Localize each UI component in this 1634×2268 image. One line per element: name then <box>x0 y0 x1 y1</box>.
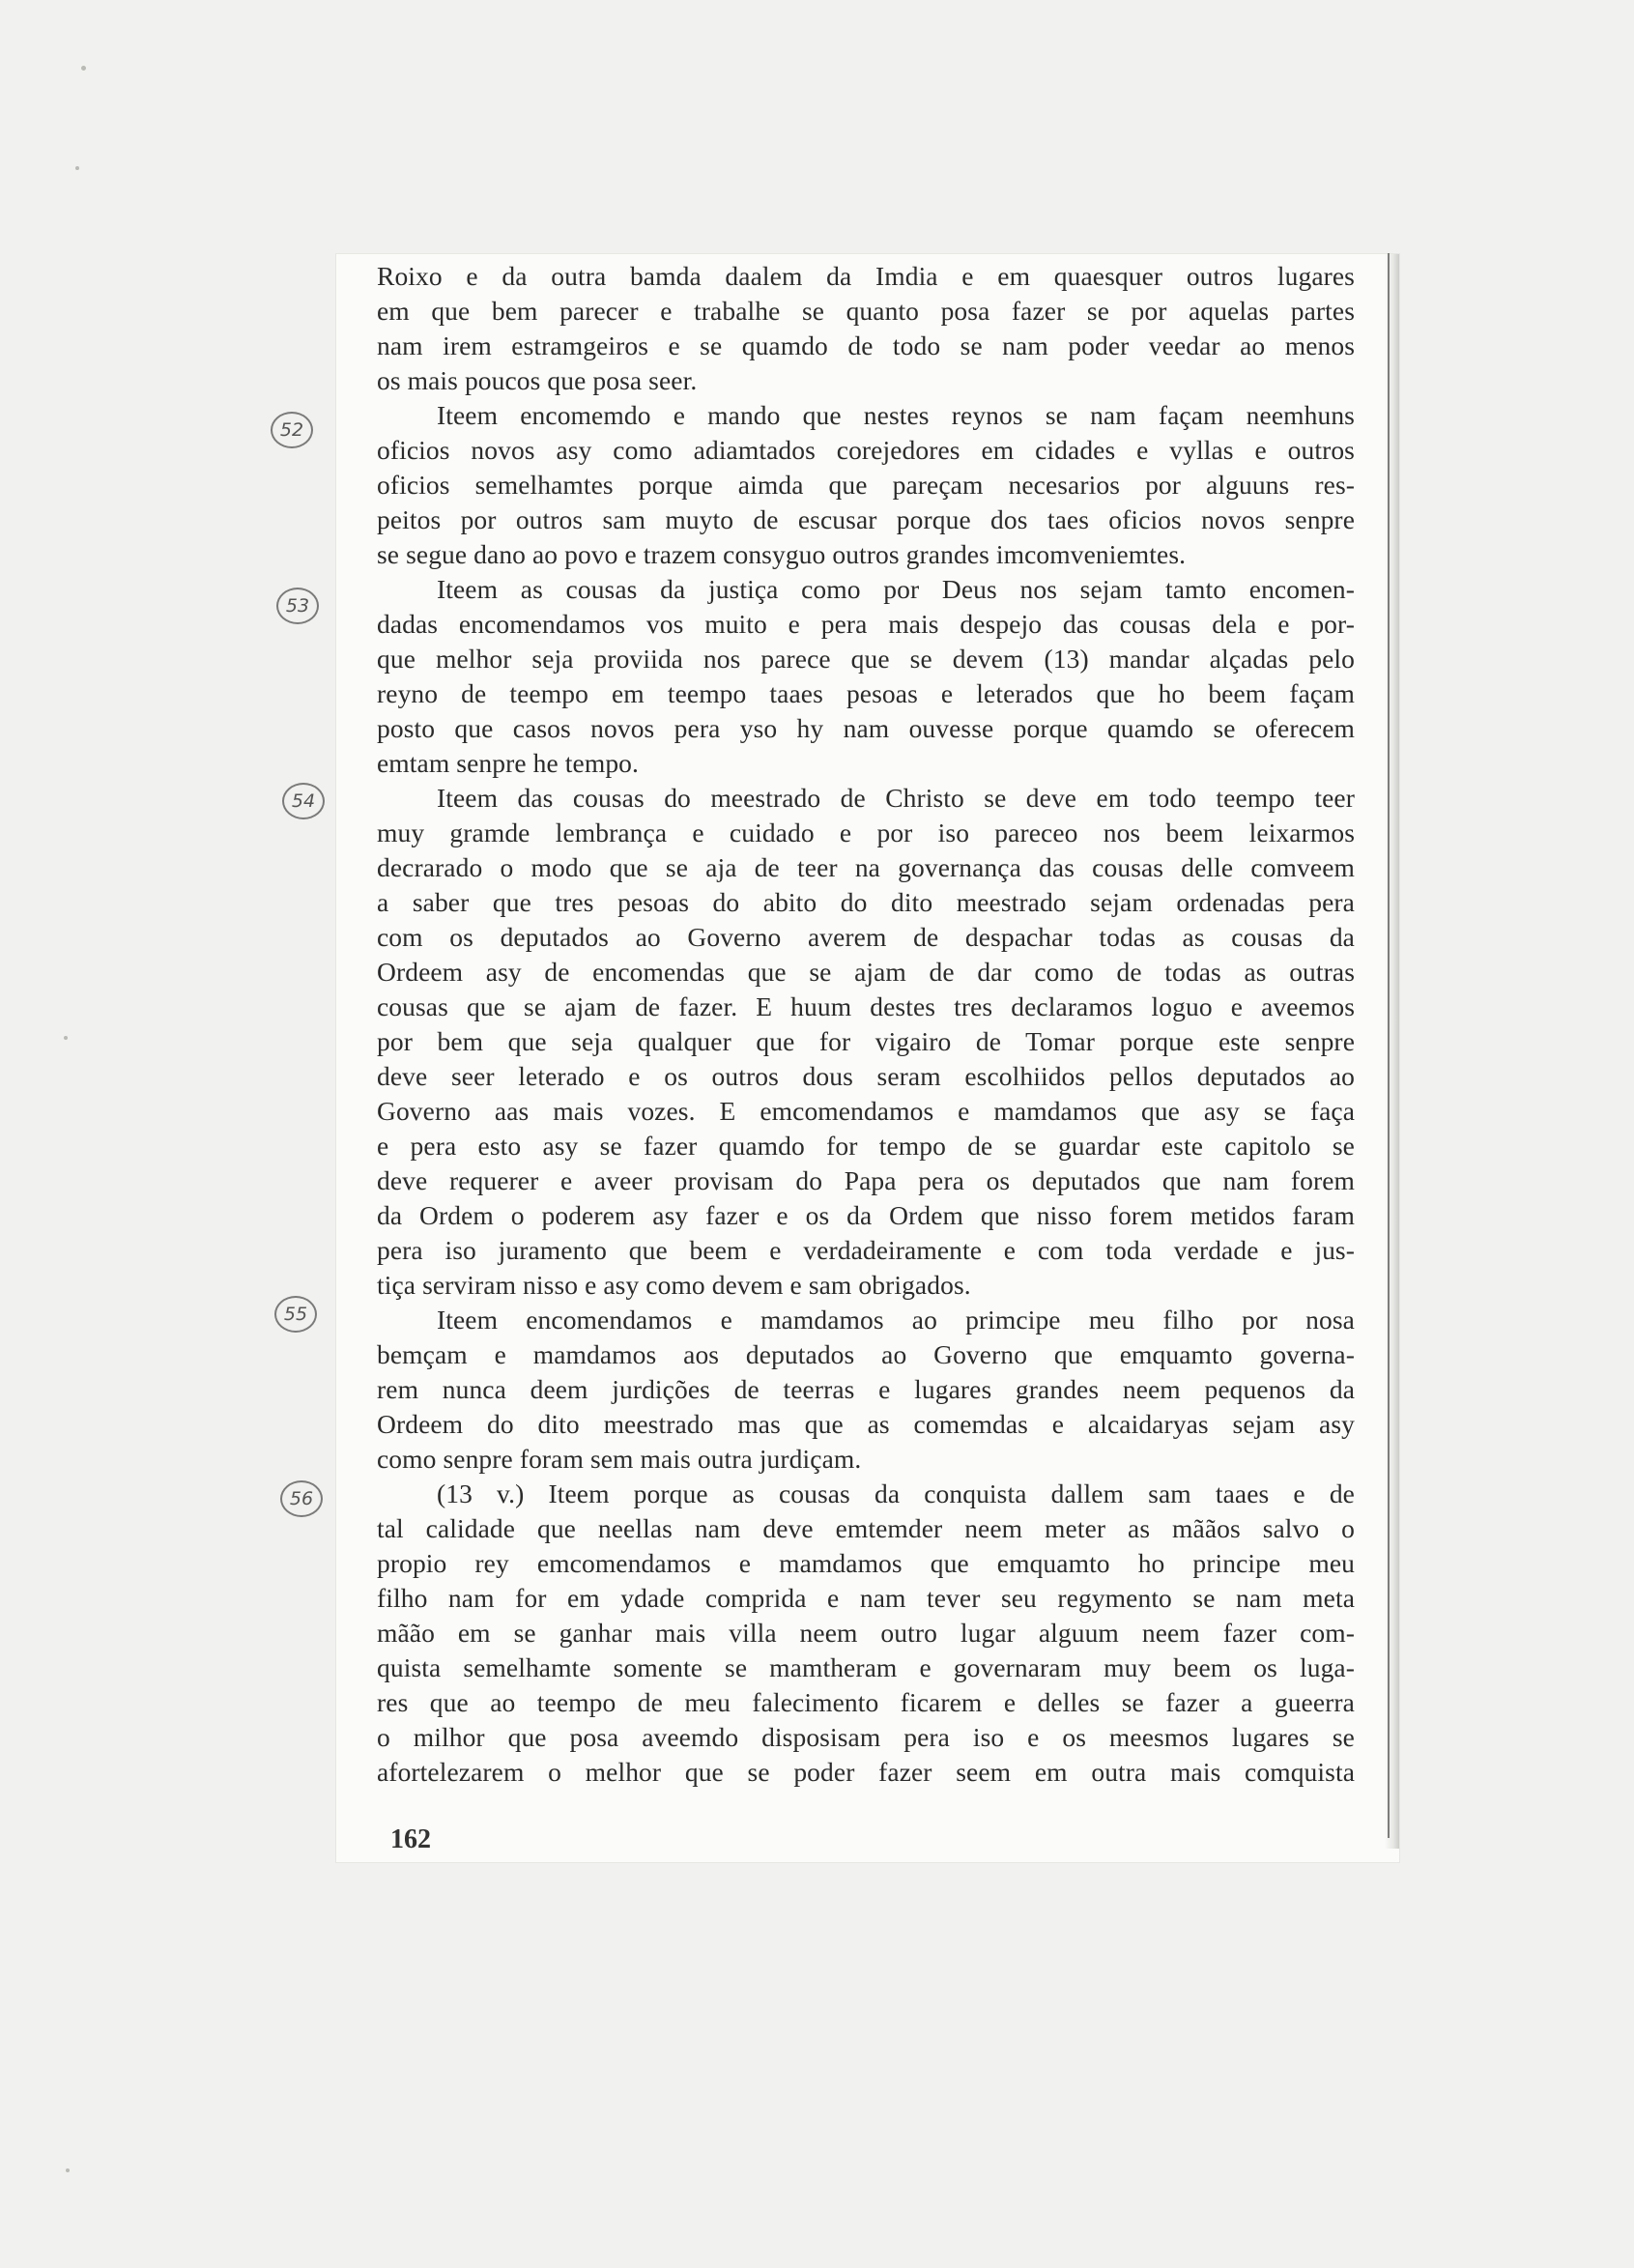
text-line: decrarado o modo que se aja de teer na governança das cousas delle comveem <box>377 852 1355 882</box>
margin-mark-56: 56 <box>280 1480 323 1517</box>
text-line: peitos por outros sam muyto de escusar porque dos taes oficios novos senpre <box>377 504 1355 534</box>
margin-mark-53: 53 <box>276 588 319 624</box>
text-line: o milhor que posa aveemdo disposisam pera iso e os meesmos lugares se <box>377 1722 1355 1752</box>
text-line: Roixo e da outra bamda daalem da Imdia e em quaesquer outros lugares <box>377 261 1355 291</box>
text-line: bemçam e mamdamos aos deputados ao Governo que emquamto governa- <box>377 1339 1355 1369</box>
text-line: reyno de teempo em teempo taaes pesoas e leterados que ho beem façam <box>377 678 1355 708</box>
margin-mark-54: 54 <box>282 783 325 819</box>
text-line: rem nunca deem jurdições de teerras e lugares grandes neem pequenos da <box>377 1374 1355 1404</box>
text-line: Iteem encomemdo e mando que nestes reynos se nam façam neemhuns <box>437 400 1355 430</box>
text-line: posto que casos novos pera yso hy nam ouvesse porque quamdo se oferecem <box>377 713 1355 743</box>
text-line: em que bem parecer e trabalhe se quanto posa fazer se por aquelas partes <box>377 296 1355 326</box>
text-line: Iteem as cousas da justiça como por Deus nos sejam tamto encomen- <box>437 574 1355 604</box>
document-text <box>377 259 1355 1790</box>
text-line: tiça serviram nisso e asy como devem e sam obrigados. <box>377 1270 971 1300</box>
text-line: filho nam for em ydade comprida e nam tever seu regymento se nam meta <box>377 1583 1355 1613</box>
text-line: se segue dano ao povo e trazem consyguo outros grandes imcomveniemtes. <box>377 539 1187 569</box>
text-line: (13 v.) Iteem porque as cousas da conquista dallem sam taaes e de <box>437 1479 1355 1508</box>
page-number: 162 <box>390 1824 431 1854</box>
margin-mark-55: 55 <box>274 1296 317 1333</box>
text-line: Iteem encomendamos e mamdamos ao primcipe meu filho por nosa <box>437 1305 1355 1335</box>
text-line: nam irem estramgeiros e se quamdo de todo se nam poder veedar ao menos <box>377 330 1355 360</box>
margin-mark-52: 52 <box>271 412 313 448</box>
paper-speck <box>64 1036 68 1040</box>
text-line: os mais poucos que posa seer. <box>377 365 698 395</box>
text-line: por bem que seja qualquer que for vigairo de Tomar porque este senpre <box>377 1026 1355 1056</box>
text-line: pera iso juramento que beem e verdadeiramente e com toda verdade e jus- <box>377 1235 1355 1265</box>
text-line: Ordeem do dito meestrado mas que as comemdas e alcaidaryas sejam asy <box>377 1409 1355 1439</box>
text-line: que melhor seja proviida nos parece que se devem (13) mandar alçadas pelo <box>377 644 1355 674</box>
text-line: oficios novos asy como adiamtados corejedores em cidades e vyllas e outros <box>377 435 1355 465</box>
text-line: com os deputados ao Governo averem de despachar todas as cousas da <box>377 922 1355 952</box>
text-line: e pera esto asy se fazer quamdo for tempo de se guardar este capitolo se <box>377 1131 1355 1161</box>
text-line: como senpre foram sem mais outra jurdiçam. <box>377 1444 862 1474</box>
text-line: quista semelhamte somente se mamtheram e governaram muy beem os luga- <box>377 1652 1355 1682</box>
text-line: oficios semelhamtes porque aimda que pareçam necesarios por alguuns res- <box>377 470 1355 500</box>
text-line: deve requerer e aveer provisam do Papa pera os deputados que nam forem <box>377 1165 1355 1195</box>
text-line: muy gramde lembrança e cuidado e por iso pareceo nos beem leixarmos <box>377 818 1355 847</box>
text-line: res que ao teempo de meu falecimento ficarem e delles se fazer a gueerra <box>377 1687 1355 1717</box>
text-line: mããо em se ganhar mais villa neem outro lugar alguum neem fazer com- <box>377 1618 1355 1648</box>
text-line: da Ordem o poderem asy fazer e os da Ordem que nisso forem metidos faram <box>377 1200 1355 1230</box>
paper-speck <box>66 2168 70 2172</box>
text-line: afortelezarem o melhor que se poder fazer seem em outra mais comquista <box>377 1757 1355 1787</box>
text-line: cousas que se ajam de fazer. E huum destes tres declaramos loguo e aveemos <box>377 991 1355 1021</box>
text-line: Iteem das cousas do meestrado de Christo se deve em todo teempo teer <box>437 783 1355 813</box>
text-line: deve seer leterado e os outros dous seram escolhiidos pellos deputados ao <box>377 1061 1355 1091</box>
text-line: tal calidade que neellas nam deve emtemder neem meter as mããos salvo o <box>377 1513 1355 1543</box>
page-edge-line <box>1388 253 1390 1838</box>
text-line: a saber que tres pesoas do abito do dito meestrado sejam ordenadas pera <box>377 887 1355 917</box>
text-line: emtam senpre he tempo. <box>377 748 639 778</box>
text-line: Ordeem asy de encomendas que se ajam de dar como de todas as outras <box>377 957 1355 987</box>
paper-speck <box>75 166 79 170</box>
text-line: Governo aas mais vozes. E emcomendamos e mamdamos que asy se faça <box>377 1096 1355 1126</box>
text-line: dadas encomendamos vos muito e pera mais despejo das cousas dela e por- <box>377 609 1355 639</box>
text-line: propio rey emcomendamos e mamdamos que emquamto ho principe meu <box>377 1548 1355 1578</box>
paper-speck <box>81 66 86 71</box>
